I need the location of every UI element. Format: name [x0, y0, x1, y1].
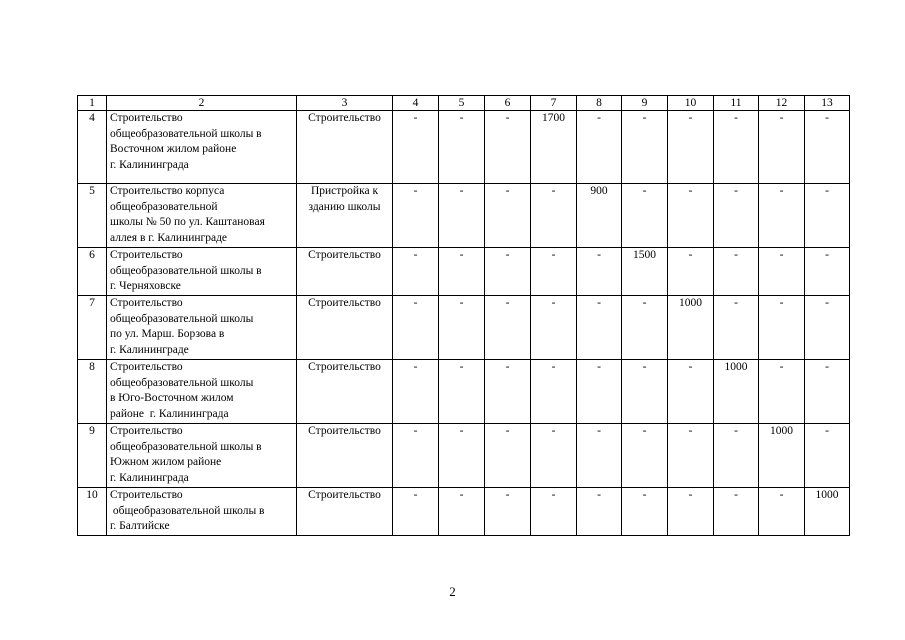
- object-name-line: общеобразовательной: [110, 200, 218, 213]
- value-cell-col-9: -: [622, 488, 668, 536]
- value-cell-col-5: -: [439, 248, 485, 296]
- row-number: 7: [78, 296, 107, 360]
- value-cell-col-4: -: [393, 296, 439, 360]
- row-number: 6: [78, 248, 107, 296]
- value-cell-col-11: -: [714, 184, 759, 248]
- object-name-line: Строительство: [110, 489, 183, 501]
- column-header-9: 9: [622, 96, 668, 111]
- column-header-2: 2: [107, 96, 297, 111]
- value-cell-col-11: 1000: [714, 360, 759, 424]
- value-cell-col-13: -: [805, 184, 850, 248]
- work-type-line: Пристройка к: [310, 185, 379, 197]
- work-type-line: Строительство: [308, 361, 381, 373]
- value-cell-col-9: -: [622, 296, 668, 360]
- value-cell-col-4: -: [393, 111, 439, 184]
- work-type-cell: [297, 296, 393, 360]
- object-name-line: районе г. Калининграда: [110, 407, 229, 420]
- value-cell-col-5: -: [439, 111, 485, 184]
- value-cell-col-8: -: [577, 111, 622, 184]
- value-cell-col-13: -: [805, 111, 850, 184]
- column-header-3: 3: [297, 96, 393, 111]
- object-name-cell: [107, 424, 297, 488]
- object-name-line: Строительство корпуса: [110, 185, 225, 197]
- object-name-line: общеобразовательной школы в: [110, 440, 262, 453]
- value-cell-col-10: 1000: [668, 296, 714, 360]
- work-type-cell: [297, 111, 393, 184]
- object-name-line: Строительство: [110, 249, 183, 261]
- value-cell-col-13: -: [805, 360, 850, 424]
- object-name-line: г. Калининграда: [110, 158, 189, 171]
- object-name-line: аллея в г. Калининграде: [110, 231, 228, 244]
- object-name-cell: [107, 360, 297, 424]
- work-type-line: Строительство: [308, 249, 381, 261]
- plan-table: [77, 95, 850, 536]
- object-name-line: общеобразовательной школы: [110, 312, 254, 325]
- value-cell-col-8: -: [577, 488, 622, 536]
- row-number: 10: [78, 488, 107, 536]
- column-header-6: 6: [485, 96, 531, 111]
- object-name-line: г. Калининграда: [110, 471, 189, 484]
- table-row: [78, 111, 850, 184]
- value-cell-col-9: -: [622, 360, 668, 424]
- value-cell-col-13: -: [805, 296, 850, 360]
- work-type-cell: [297, 360, 393, 424]
- value-cell-col-12: -: [759, 296, 805, 360]
- table-header: [78, 96, 850, 111]
- object-name-line: общеобразовательной школы в: [110, 127, 262, 140]
- value-cell-col-5: -: [439, 488, 485, 536]
- value-cell-col-10: -: [668, 248, 714, 296]
- value-cell-col-4: -: [393, 424, 439, 488]
- value-cell-col-7: -: [531, 424, 577, 488]
- value-cell-col-4: -: [393, 248, 439, 296]
- value-cell-col-4: -: [393, 488, 439, 536]
- column-header-8: 8: [577, 96, 622, 111]
- object-name-line: Строительство: [110, 112, 183, 124]
- object-name-cell: [107, 184, 297, 248]
- column-header-7: 7: [531, 96, 577, 111]
- header-row: [78, 96, 850, 111]
- column-header-12: 12: [759, 96, 805, 111]
- value-cell-col-5: -: [439, 296, 485, 360]
- value-cell-col-6: -: [485, 360, 531, 424]
- work-type-cell: [297, 488, 393, 536]
- value-cell-col-8: -: [577, 248, 622, 296]
- value-cell-col-7: 1700: [531, 111, 577, 184]
- value-cell-col-12: 1000: [759, 424, 805, 488]
- object-name-cell: [107, 488, 297, 536]
- value-cell-col-13: -: [805, 248, 850, 296]
- value-cell-col-7: -: [531, 488, 577, 536]
- work-type-line: Строительство: [308, 489, 381, 501]
- value-cell-col-12: -: [759, 184, 805, 248]
- value-cell-col-13: 1000: [805, 488, 850, 536]
- value-cell-col-7: -: [531, 296, 577, 360]
- object-name-cell: [107, 111, 297, 184]
- table-row: [78, 488, 850, 536]
- work-type-cell: [297, 184, 393, 248]
- object-name-cell: [107, 248, 297, 296]
- value-cell-col-6: -: [485, 248, 531, 296]
- object-name-line: общеобразовательной школы в: [110, 504, 265, 517]
- value-cell-col-11: -: [714, 111, 759, 184]
- object-name-line: общеобразовательной школы: [110, 376, 254, 389]
- column-header-11: 11: [714, 96, 759, 111]
- table-row: [78, 248, 850, 296]
- value-cell-col-11: -: [714, 248, 759, 296]
- page-number: 2: [449, 584, 456, 599]
- value-cell-col-5: -: [439, 424, 485, 488]
- work-type-line: зданию школы: [308, 200, 381, 213]
- value-cell-col-6: -: [485, 184, 531, 248]
- object-name-line: Южном жилом районе: [110, 456, 222, 468]
- object-name-line: Восточном жилом районе: [110, 143, 237, 155]
- value-cell-col-6: -: [485, 424, 531, 488]
- value-cell-col-12: -: [759, 488, 805, 536]
- column-header-10: 10: [668, 96, 714, 111]
- work-type-line: Строительство: [308, 297, 381, 309]
- row-number: 4: [78, 111, 107, 184]
- column-header-4: 4: [393, 96, 439, 111]
- value-cell-col-7: -: [531, 248, 577, 296]
- value-cell-col-8: 900: [577, 184, 622, 248]
- value-cell-col-9: -: [622, 111, 668, 184]
- column-header-13: 13: [805, 96, 850, 111]
- value-cell-col-8: -: [577, 296, 622, 360]
- object-name-line: г. Калининграде: [110, 343, 189, 356]
- work-type-line: Строительство: [308, 112, 381, 124]
- row-number: 8: [78, 360, 107, 424]
- value-cell-col-8: -: [577, 424, 622, 488]
- value-cell-col-11: -: [714, 488, 759, 536]
- object-name-line: Строительство: [110, 297, 183, 309]
- value-cell-col-11: -: [714, 424, 759, 488]
- table-row: [78, 184, 850, 248]
- value-cell-col-4: -: [393, 360, 439, 424]
- value-cell-col-7: -: [531, 360, 577, 424]
- object-name-line: Строительство: [110, 425, 183, 437]
- value-cell-col-6: -: [485, 111, 531, 184]
- value-cell-col-7: -: [531, 184, 577, 248]
- table-row: [78, 424, 850, 488]
- object-name-line: Строительство: [110, 361, 183, 373]
- value-cell-col-9: -: [622, 184, 668, 248]
- value-cell-col-10: -: [668, 424, 714, 488]
- row-number: 5: [78, 184, 107, 248]
- column-header-5: 5: [439, 96, 485, 111]
- object-name-line: г. Черняховске: [110, 280, 181, 292]
- work-type-line: Строительство: [308, 425, 381, 437]
- work-type-cell: [297, 248, 393, 296]
- value-cell-col-10: -: [668, 111, 714, 184]
- value-cell-col-11: -: [714, 296, 759, 360]
- object-name-line: общеобразовательной школы в: [110, 264, 262, 277]
- value-cell-col-9: 1500: [622, 248, 668, 296]
- work-type-cell: [297, 424, 393, 488]
- value-cell-col-6: -: [485, 488, 531, 536]
- table-body: [78, 111, 850, 536]
- table-row: [78, 296, 850, 360]
- value-cell-col-5: -: [439, 360, 485, 424]
- value-cell-col-8: -: [577, 360, 622, 424]
- value-cell-col-12: -: [759, 248, 805, 296]
- value-cell-col-13: -: [805, 424, 850, 488]
- value-cell-col-9: -: [622, 424, 668, 488]
- object-name-line: в Юго-Восточном жилом: [110, 392, 234, 404]
- value-cell-col-5: -: [439, 184, 485, 248]
- object-name-line: школы № 50 по ул. Каштановая: [110, 216, 265, 228]
- row-number: 9: [78, 424, 107, 488]
- value-cell-col-10: -: [668, 184, 714, 248]
- value-cell-col-4: -: [393, 184, 439, 248]
- object-name-line: г. Балтийске: [110, 520, 170, 532]
- object-name-line: по ул. Марш. Борзова в: [110, 328, 225, 340]
- value-cell-col-10: -: [668, 488, 714, 536]
- table-row: [78, 360, 850, 424]
- value-cell-col-6: -: [485, 296, 531, 360]
- object-name-cell: [107, 296, 297, 360]
- value-cell-col-10: -: [668, 360, 714, 424]
- column-header-1: 1: [78, 96, 107, 111]
- value-cell-col-12: -: [759, 111, 805, 184]
- value-cell-col-12: -: [759, 360, 805, 424]
